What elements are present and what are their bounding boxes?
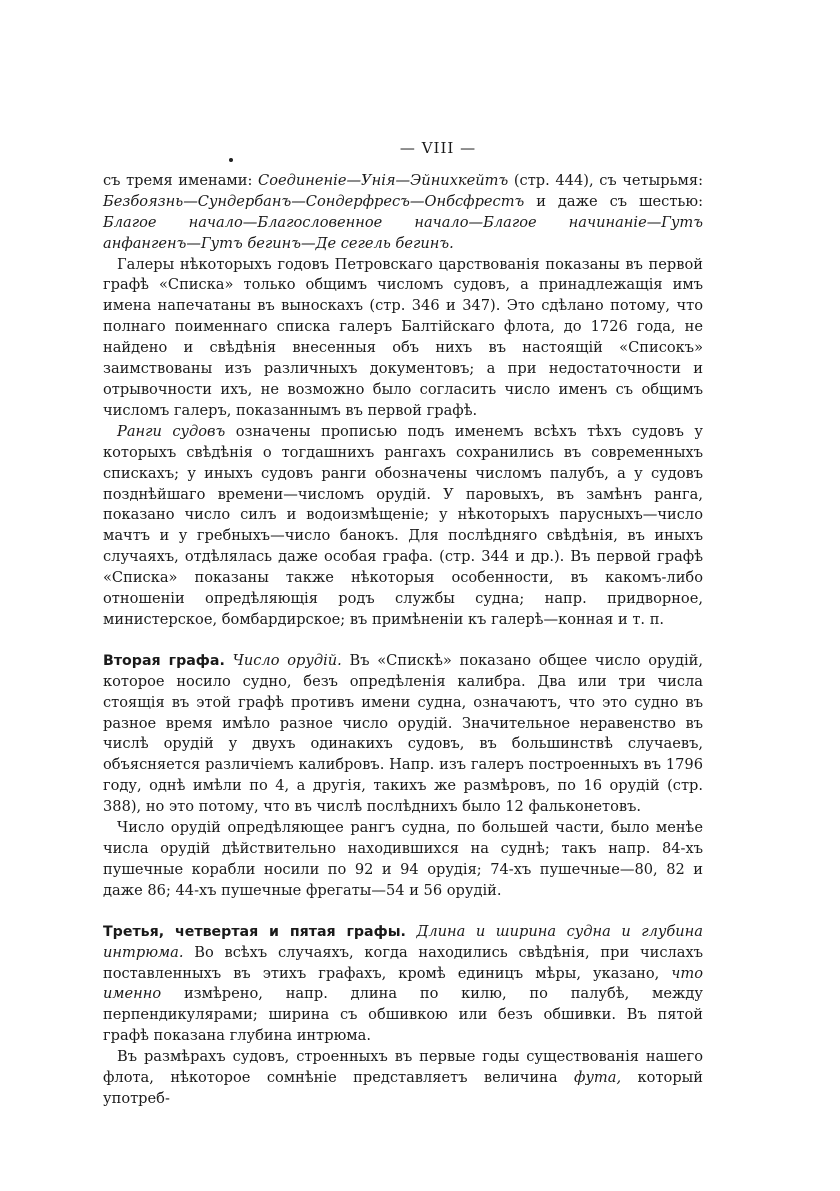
italic-segment: что именно — [103, 964, 703, 1003]
text-segment: (стр. 444), съ четырьмя: — [508, 171, 704, 189]
italic-segment: Благое начало—Благословенное начало—Благое начинаніе—Гутъ анфангенъ—Гутъ бегинъ—Де сегель бегинъ. — [103, 213, 703, 252]
italic-segment: фута, — [574, 1069, 622, 1087]
italic-segment: Длина и ширина судна и глубина интрюма. — [103, 922, 703, 961]
text-segment: Въ «Спискѣ» показано общее число орудій, которое носило судно, безъ опредѣленія калибра. Два или три числа стоящія въ этой графѣ противъ имени судна, означаютъ, что это судно въ разное время имѣло разное число орудій. Значительное неравенство въ числѣ орудій у двухъ одинакихъ судовъ, въ большинствѣ случаевъ, объясняется различіемъ калибровъ. Напр. изъ галеръ построенныхъ въ 1796 году, однѣ имѣли по 4, а другія, такихъ же размѣровъ, по 16 орудій (стр. 388), но это потому, что въ числѣ послѣднихъ было 12 фальконетовъ. — [103, 651, 703, 816]
document-page — [103, 138, 703, 1110]
text-segment: означены прописью подъ именемъ всѣхъ тѣхъ судовъ у которыхъ свѣдѣнія о тогдашнихъ рангахъ сохранились въ современныхъ спискахъ; у иныхъ судовъ ранги обозначены числомъ палубъ, а у судовъ позднѣйшаго времени—числомъ орудій. У паровыхъ, въ замѣнъ ранга, показано число силъ и водоизмѣщеніе; у нѣкоторыхъ парусныхъ—число мачтъ и у гребныхъ—число банокъ. Для послѣдняго свѣдѣнія, въ иныхъ случаяхъ, отдѣлялась даже особая графа. (стр. 344 и др.). Въ первой графѣ «Списка» показаны также нѣкоторыя особенности, въ какомъ-либо отношеніи опредѣляющія родъ службы судна; напр. придворное, министерское, бомбардирское; въ примѣненіи къ галерѣ—конная и т. п. — [103, 422, 703, 628]
text-segment: измѣрено, напр. длина по килю, по палубѣ, между перпендикулярами; ширина съ обшивкою или безъ обшивки. Въ пятой графѣ показана глубина интрюма. — [103, 985, 703, 1045]
text-segment: который употреб- — [103, 1069, 704, 1107]
text-segment: Во всѣхъ случаяхъ, когда находились свѣдѣнія, при числахъ поставленныхъ въ этихъ графахъ, кромѣ единицъ мѣры, указано, — [103, 943, 703, 982]
text-segment: Галеры нѣкоторыхъ годовъ Петровскаго царствованія показаны въ первой графѣ «Списка» только общимъ числомъ судовъ, а принадлежащія имъ имена напечатаны въ выноскахъ (стр. 346 и 347). Это сдѣлано потому, что полнаго поименнаго списка галеръ Балтійскаго флота, до 1726 года, не найдено и свѣдѣнія внесенныя объ нихъ въ настоящій «Списокъ» заимствованы изъ различныхъ документовъ; а при недостаточности и отрывочности ихъ, не возможно было согласить число именъ съ общимъ числомъ галеръ, показаннымъ въ первой графѣ. — [103, 255, 703, 419]
paragraph-gun-count — [103, 818, 703, 902]
italic-segment: Безбоязнь—Сундербанъ—Сондерфресъ—Онбсфрестъ — [103, 192, 525, 210]
paragraph-ship-names — [103, 171, 703, 255]
text-segment: Число орудій опредѣляющее рангъ судна, по большей части, было менѣе числа орудій дѣйствительно находившихся на суднѣ; такъ напр. 84-хъ пушечные корабли носили по 92 и 94 орудія; 74-хъ пушечные—80, 82 и даже 86; 44-хъ пушечные фрегаты—54 и 56 орудій. — [103, 819, 703, 899]
text-segment: съ тремя именами: — [103, 171, 259, 189]
italic-segment: Соединеніе—Унія—Эйнихкейтъ — [258, 171, 509, 189]
page-number: — VIII — — [399, 139, 477, 157]
text-segment: Въ размѣрахъ судовъ, строенныхъ въ первые годы существованія нашего флота, нѣкоторое сомнѣніе представляетъ величина — [103, 1048, 703, 1087]
paragraph-dimensions — [103, 1047, 703, 1110]
italic-segment: Ранги судовъ — [117, 422, 226, 440]
text-segment: и даже съ шестью: — [524, 192, 703, 210]
section-heading: Третья, четвертая и пятая графы. — [103, 923, 406, 940]
section-heading: Вторая графа. — [103, 652, 225, 669]
italic-segment: Число орудій. — [224, 651, 342, 669]
paragraph-third-fifth-columns — [103, 922, 703, 1047]
paragraph-second-column — [103, 651, 703, 818]
paragraph-galleys — [103, 255, 703, 422]
paragraph-ranks — [103, 422, 703, 631]
